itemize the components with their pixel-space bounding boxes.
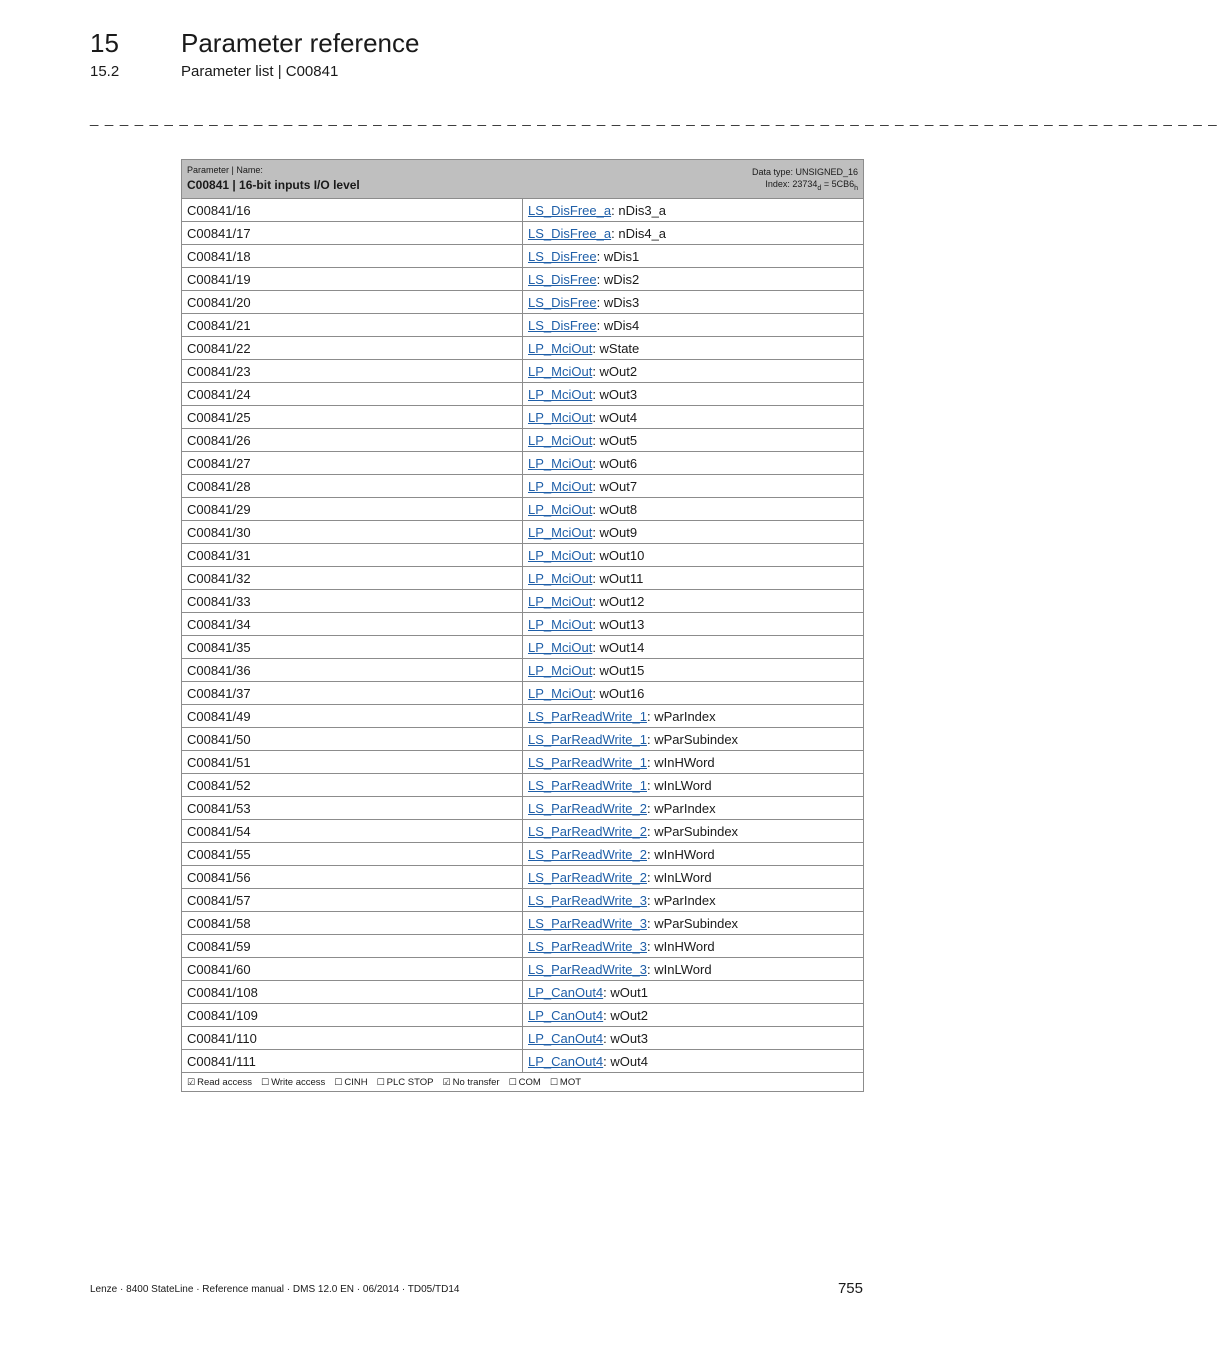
subcode-cell: C00841/52 <box>182 774 523 797</box>
table-row <box>182 521 864 544</box>
signal-name: : wOut16 <box>592 685 645 701</box>
table-row <box>182 1027 864 1050</box>
subcode-cell: C00841/24 <box>182 383 523 406</box>
signal-link[interactable]: LS_ParReadWrite_1 <box>528 708 647 724</box>
signal-name: : wOut7 <box>592 478 638 494</box>
table-row <box>182 1004 864 1027</box>
table-row <box>182 406 864 429</box>
signal-cell <box>523 843 864 866</box>
table-header-row <box>182 160 864 199</box>
signal-link[interactable]: LS_ParReadWrite_3 <box>528 892 647 908</box>
unchecked-box-icon: ☐ <box>549 1077 558 1088</box>
access-flag <box>334 1077 367 1088</box>
signal-cell <box>523 935 864 958</box>
signal-link[interactable]: LS_ParReadWrite_1 <box>528 754 647 770</box>
signal-cell <box>523 1050 864 1073</box>
signal-name: : wOut1 <box>603 984 648 1000</box>
table-row <box>182 797 864 820</box>
signal-name: : wDis1 <box>596 248 640 264</box>
table-row <box>182 935 864 958</box>
signal-name: : wOut2 <box>592 363 638 379</box>
table-row <box>182 728 864 751</box>
signal-cell <box>523 636 864 659</box>
signal-cell <box>523 544 864 567</box>
subcode-cell: C00841/111 <box>182 1050 523 1073</box>
table-row <box>182 475 864 498</box>
signal-name: : wParSubindex <box>647 915 739 931</box>
signal-name: : wInLWord <box>647 961 712 977</box>
subcode-cell: C00841/30 <box>182 521 523 544</box>
signal-cell <box>523 820 864 843</box>
signal-link[interactable]: LP_MciOut <box>528 524 593 540</box>
subcode-cell: C00841/57 <box>182 889 523 912</box>
signal-name: : wOut6 <box>592 455 638 471</box>
signal-cell <box>523 245 864 268</box>
subcode-cell: C00841/54 <box>182 820 523 843</box>
subcode-cell: C00841/27 <box>182 452 523 475</box>
table-row <box>182 682 864 705</box>
table-row <box>182 820 864 843</box>
access-flags-row <box>182 1073 864 1092</box>
signal-link[interactable]: LP_MciOut <box>528 340 593 356</box>
signal-cell <box>523 314 864 337</box>
table-row <box>182 636 864 659</box>
subcode-cell: C00841/49 <box>182 705 523 728</box>
subcode-cell: C00841/51 <box>182 751 523 774</box>
signal-link[interactable]: LP_MciOut <box>528 662 593 678</box>
signal-cell <box>523 682 864 705</box>
header-divider: _ _ _ _ _ _ _ _ _ _ _ _ _ _ _ _ _ _ _ _ _ _ _ _ _ _ _ _ _ _ _ _ _ _ _ _ _ _ _ _ _ _ _ _ _ _ _ _ _ _ _ _ _ _ _ _ _ _ _ _ _ _ _ _ _ _ _ _ _ _ _ _ _ _ _ _ <box>90 110 1218 127</box>
signal-cell <box>523 268 864 291</box>
subcode-cell: C00841/31 <box>182 544 523 567</box>
subcode-cell: C00841/33 <box>182 590 523 613</box>
param-index: Index: $23734_d = 5CB6_h$ <box>765 179 858 192</box>
signal-name: : wOut10 <box>592 547 645 563</box>
signal-link[interactable]: LP_MciOut <box>528 685 593 701</box>
signal-link[interactable]: LP_CanOut4 <box>528 1053 604 1069</box>
signal-cell <box>523 521 864 544</box>
unchecked-box-icon: ☐ <box>508 1077 517 1088</box>
signal-name: : wParIndex <box>647 892 716 908</box>
signal-link[interactable]: LS_ParReadWrite_3 <box>528 938 647 954</box>
subcode-cell: C00841/21 <box>182 314 523 337</box>
signal-link[interactable]: LS_ParReadWrite_3 <box>528 961 647 977</box>
signal-name: : wParIndex <box>647 708 716 724</box>
subcode-cell: C00841/20 <box>182 291 523 314</box>
signal-cell <box>523 590 864 613</box>
signal-name: : wOut9 <box>592 524 638 540</box>
signal-name: : wOut4 <box>603 1053 648 1069</box>
subcode-cell: C00841/16 <box>182 199 523 222</box>
access-flags-cell <box>182 1073 864 1092</box>
subcode-cell: C00841/25 <box>182 406 523 429</box>
signal-link[interactable]: LP_MciOut <box>528 593 593 609</box>
table-row <box>182 567 864 590</box>
signal-name: : wState <box>592 340 640 356</box>
access-flag-label: MOT <box>559 1076 582 1088</box>
subcode-cell: C00841/50 <box>182 728 523 751</box>
subcode-cell: C00841/37 <box>182 682 523 705</box>
signal-cell <box>523 360 864 383</box>
signal-link[interactable]: LP_MciOut <box>528 547 593 563</box>
signal-link[interactable]: LS_ParReadWrite_2 <box>528 846 647 862</box>
signal-link[interactable]: LP_MciOut <box>528 409 593 425</box>
signal-link[interactable]: LS_ParReadWrite_2 <box>528 823 647 839</box>
subcode-cell: C00841/28 <box>182 475 523 498</box>
table-row <box>182 843 864 866</box>
signal-cell <box>523 1027 864 1050</box>
signal-cell <box>523 429 864 452</box>
signal-link[interactable]: LP_CanOut4 <box>528 1007 604 1023</box>
table-row <box>182 452 864 475</box>
subcode-cell: C00841/60 <box>182 958 523 981</box>
chapter-number: 15 <box>90 28 119 58</box>
subcode-cell: C00841/58 <box>182 912 523 935</box>
table-row <box>182 889 864 912</box>
table-row <box>182 544 864 567</box>
signal-cell <box>523 199 864 222</box>
signal-name: : wOut14 <box>592 639 645 655</box>
subcode-cell: C00841/36 <box>182 659 523 682</box>
subcode-cell: C00841/108 <box>182 981 523 1004</box>
signal-cell <box>523 958 864 981</box>
signal-cell <box>523 912 864 935</box>
access-flag <box>187 1077 252 1088</box>
table-row <box>182 337 864 360</box>
footer-doc-info: Lenze · 8400 StateLine · Reference manual · DMS 12.0 EN · 06/2014 · TD05/TD14 <box>90 1284 460 1295</box>
subcode-cell: C00841/23 <box>182 360 523 383</box>
signal-cell <box>523 889 864 912</box>
table-row <box>182 866 864 889</box>
signal-name: : wDis4 <box>596 317 640 333</box>
table-row <box>182 774 864 797</box>
section-number: 15.2 <box>90 63 120 80</box>
table-row <box>182 360 864 383</box>
access-flag <box>377 1077 434 1088</box>
subcode-cell: C00841/55 <box>182 843 523 866</box>
table-row <box>182 958 864 981</box>
signal-cell <box>523 659 864 682</box>
table-row <box>182 291 864 314</box>
signal-cell <box>523 475 864 498</box>
signal-name: : wParSubindex <box>647 823 739 839</box>
table-row <box>182 268 864 291</box>
signal-link[interactable]: LP_CanOut4 <box>528 1030 604 1046</box>
access-flag <box>509 1077 541 1088</box>
signal-cell <box>523 705 864 728</box>
signal-name: : wOut2 <box>603 1007 648 1023</box>
signal-name: : wOut3 <box>592 386 638 402</box>
signal-name: : wOut8 <box>592 501 638 517</box>
subcode-cell: C00841/22 <box>182 337 523 360</box>
subcode-cell: C00841/35 <box>182 636 523 659</box>
signal-link[interactable]: LP_MciOut <box>528 570 593 586</box>
checked-box-icon: ☑ <box>187 1077 196 1088</box>
access-flag-label: COM <box>518 1076 541 1088</box>
subcode-cell: C00841/109 <box>182 1004 523 1027</box>
access-flag <box>550 1077 581 1088</box>
table-row <box>182 314 864 337</box>
table-row <box>182 383 864 406</box>
table-row <box>182 199 864 222</box>
subcode-cell: C00841/34 <box>182 613 523 636</box>
access-flag <box>261 1077 325 1088</box>
signal-name: : wOut4 <box>592 409 638 425</box>
signal-link[interactable]: LS_DisFree_a <box>528 202 612 218</box>
signal-name: : wParSubindex <box>647 731 739 747</box>
table-row <box>182 590 864 613</box>
table-row <box>182 613 864 636</box>
signal-link[interactable]: LS_DisFree_a <box>528 225 612 241</box>
signal-name: : nDis3_a <box>611 202 667 218</box>
signal-cell <box>523 981 864 1004</box>
signal-cell <box>523 498 864 521</box>
signal-link[interactable]: LP_MciOut <box>528 478 593 494</box>
unchecked-box-icon: ☐ <box>376 1077 385 1088</box>
signal-cell <box>523 774 864 797</box>
signal-name: : nDis4_a <box>611 225 667 241</box>
signal-cell <box>523 797 864 820</box>
signal-link[interactable]: LP_MciOut <box>528 432 593 448</box>
signal-cell <box>523 728 864 751</box>
signal-cell <box>523 222 864 245</box>
signal-name: : wInHWord <box>647 754 715 770</box>
checked-box-icon: ☑ <box>442 1077 451 1088</box>
signal-name: : wDis2 <box>596 271 640 287</box>
signal-link[interactable]: LS_ParReadWrite_2 <box>528 800 647 816</box>
subcode-cell: C00841/29 <box>182 498 523 521</box>
table-row <box>182 245 864 268</box>
signal-link[interactable]: LP_MciOut <box>528 639 593 655</box>
unchecked-box-icon: ☐ <box>334 1077 343 1088</box>
signal-link[interactable]: LS_DisFree <box>528 317 597 333</box>
signal-cell <box>523 383 864 406</box>
subcode-cell: C00841/53 <box>182 797 523 820</box>
signal-name: : wInLWord <box>647 869 712 885</box>
signal-name: : wOut12 <box>592 593 645 609</box>
chapter-title: Parameter reference <box>181 28 420 58</box>
signal-name: : wOut15 <box>592 662 645 678</box>
signal-name: : wOut13 <box>592 616 645 632</box>
signal-link[interactable]: LS_ParReadWrite_1 <box>528 777 647 793</box>
signal-cell <box>523 452 864 475</box>
signal-link[interactable]: LS_ParReadWrite_2 <box>528 869 647 885</box>
section-title: Parameter list | C00841 <box>181 63 339 80</box>
page-number: 755 <box>837 1280 863 1297</box>
signal-cell <box>523 337 864 360</box>
parameter-table <box>181 159 864 1092</box>
table-header-cell <box>182 160 864 199</box>
signal-name: : wInLWord <box>647 777 712 793</box>
signal-cell <box>523 751 864 774</box>
signal-link[interactable]: LP_MciOut <box>528 455 593 471</box>
table-row <box>182 912 864 935</box>
signal-link[interactable]: LS_DisFree <box>528 248 597 264</box>
signal-name: : wDis3 <box>596 294 640 310</box>
subcode-cell: C00841/110 <box>182 1027 523 1050</box>
signal-cell <box>523 567 864 590</box>
subcode-cell: C00841/19 <box>182 268 523 291</box>
subcode-cell: C00841/59 <box>182 935 523 958</box>
signal-cell <box>523 291 864 314</box>
signal-cell <box>523 406 864 429</box>
signal-link[interactable]: LS_DisFree <box>528 271 597 287</box>
table-row <box>182 659 864 682</box>
signal-name: : wInHWord <box>647 938 715 954</box>
access-flag <box>443 1077 500 1088</box>
signal-name: : wOut11 <box>592 570 644 586</box>
signal-link[interactable]: LS_ParReadWrite_1 <box>528 731 647 747</box>
signal-name: : wOut5 <box>592 432 638 448</box>
signal-link[interactable]: LP_MciOut <box>528 363 593 379</box>
signal-link[interactable]: LP_MciOut <box>528 386 593 402</box>
signal-link[interactable]: LS_ParReadWrite_3 <box>528 915 647 931</box>
signal-name: : wParIndex <box>647 800 716 816</box>
signal-name: : wOut3 <box>603 1030 648 1046</box>
access-flag-label: PLC STOP <box>386 1076 434 1088</box>
table-row <box>182 705 864 728</box>
table-row <box>182 429 864 452</box>
subcode-cell: C00841/32 <box>182 567 523 590</box>
subcode-cell: C00841/17 <box>182 222 523 245</box>
signal-link[interactable]: LS_DisFree <box>528 294 597 310</box>
table-row <box>182 751 864 774</box>
signal-link[interactable]: LP_CanOut4 <box>528 984 604 1000</box>
access-flag-label: Write access <box>271 1076 326 1088</box>
table-row <box>182 222 864 245</box>
signal-cell <box>523 866 864 889</box>
param-name-label: Parameter | Name: <box>187 165 263 176</box>
table-row <box>182 981 864 1004</box>
param-name: C00841 | 16-bit inputs I/O level <box>187 178 360 193</box>
table-row <box>182 498 864 521</box>
table-row <box>182 1050 864 1073</box>
unchecked-box-icon: ☐ <box>261 1077 270 1088</box>
subcode-cell: C00841/18 <box>182 245 523 268</box>
signal-cell <box>523 1004 864 1027</box>
access-flag-label: Read access <box>197 1076 252 1088</box>
access-flag-label: CINH <box>344 1076 368 1088</box>
data-type: Data type: UNSIGNED_16 <box>751 167 858 178</box>
signal-cell <box>523 613 864 636</box>
subcode-cell: C00841/26 <box>182 429 523 452</box>
access-flag-label: No transfer <box>452 1076 500 1088</box>
signal-link[interactable]: LP_MciOut <box>528 501 593 517</box>
signal-link[interactable]: LP_MciOut <box>528 616 593 632</box>
subcode-cell: C00841/56 <box>182 866 523 889</box>
signal-name: : wInHWord <box>647 846 715 862</box>
